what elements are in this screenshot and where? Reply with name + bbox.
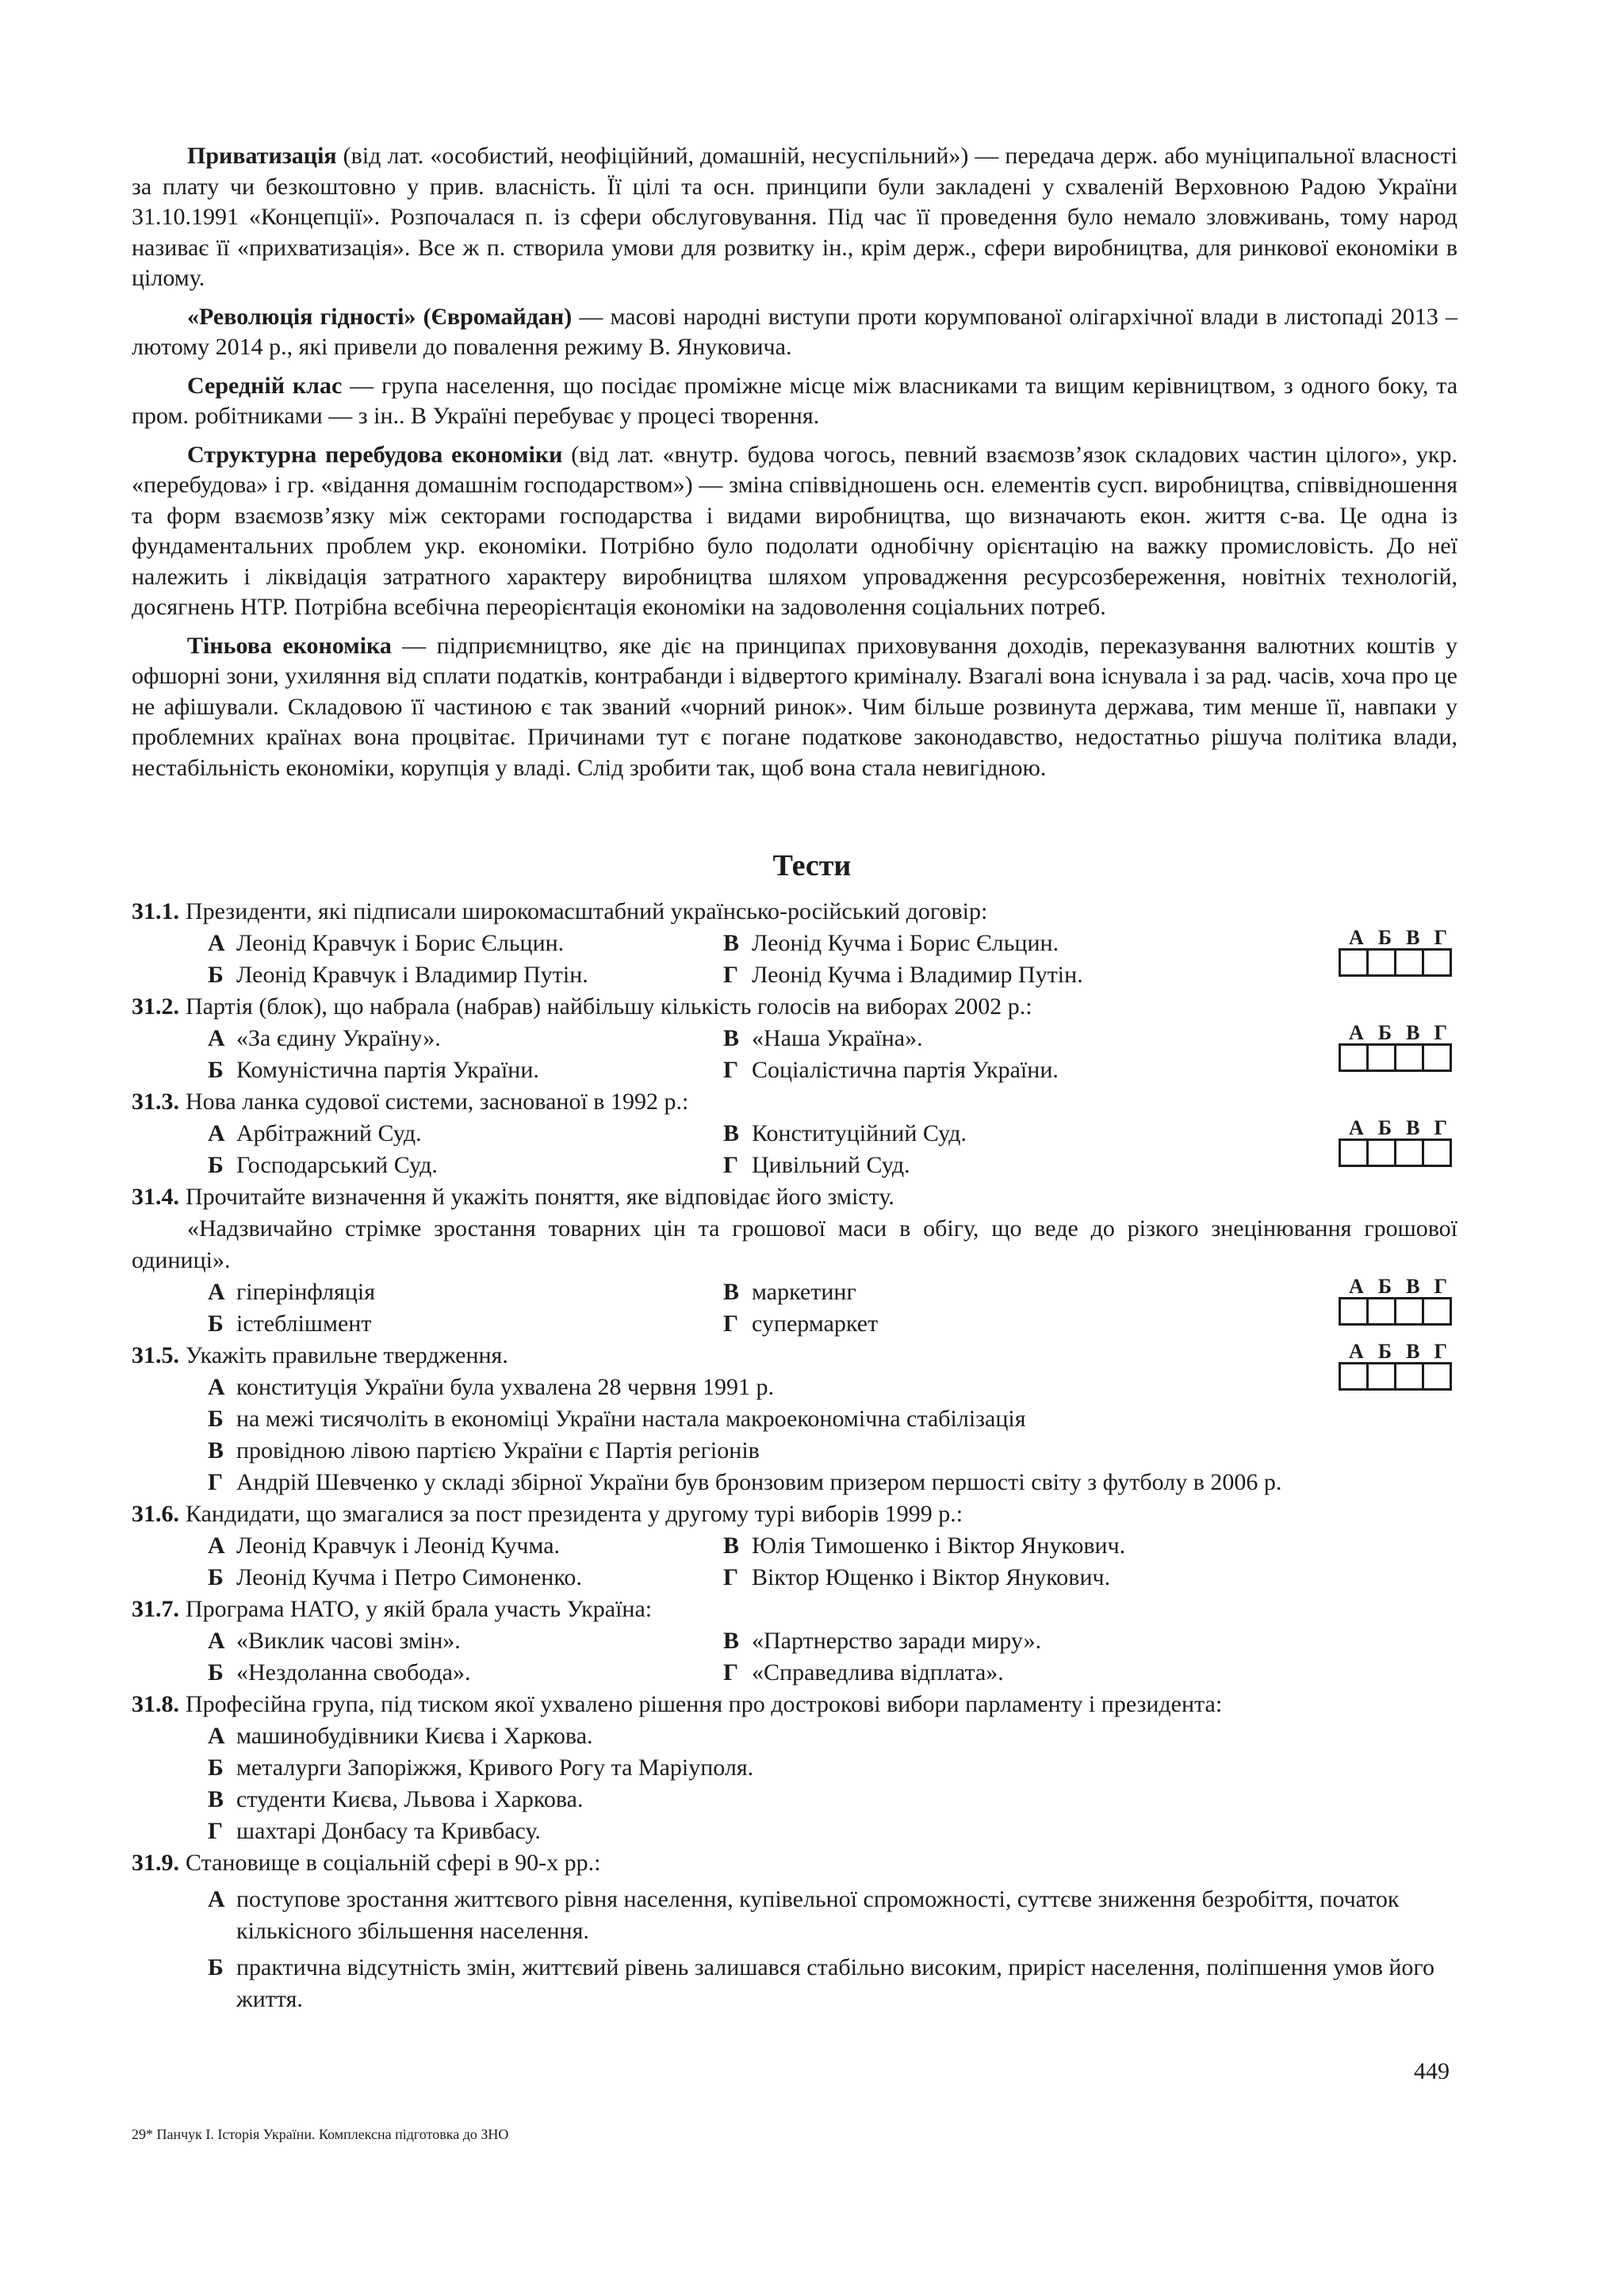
question-text: Професійна група, під тиском якої ухвалено рішення про дострокові вибори парламенту і президента: (186, 1691, 1223, 1717)
question-stem (132, 1340, 1457, 1372)
answer-option (208, 1276, 723, 1308)
answer-checkbox[interactable] (1394, 1362, 1424, 1391)
option-letter: Г (723, 962, 739, 988)
glossary-definition: — масові народні виступи проти корумпованої олігархічної влади в листопаді 2013 – лютому 2014 р., які привели до повалення режиму В. Януковича. (132, 303, 1457, 360)
answer-checkbox[interactable] (1339, 1138, 1369, 1167)
answer-checkbox[interactable] (1366, 1138, 1396, 1167)
option-text: істеблішмент (236, 1311, 372, 1337)
question-number: 31.9. (132, 1850, 179, 1876)
option-text: шахтарі Донбасу та Кривбасу. (236, 1818, 541, 1844)
answer-checkbox[interactable] (1366, 948, 1396, 977)
question (132, 1498, 1457, 1594)
answer-checkbox[interactable] (1422, 1362, 1452, 1391)
answer-option (208, 1372, 1457, 1403)
glossary-entry (132, 141, 1457, 294)
tests-section (132, 896, 1457, 2015)
answer-option (208, 1435, 1457, 1467)
glossary-entry (132, 440, 1457, 623)
option-letter: В (723, 1025, 740, 1051)
option-text: «Нездоланна свобода». (236, 1659, 471, 1686)
answer-option (723, 1023, 1239, 1054)
grid-letter: Г (1434, 1275, 1447, 1298)
question-stem (132, 1594, 1457, 1625)
option-text: «Партнерство заради миру». (752, 1628, 1042, 1654)
option-text: Віктор Ющенко і Віктор Янукович. (752, 1564, 1111, 1590)
answer-checkbox[interactable] (1422, 1297, 1452, 1326)
answer-options (208, 1372, 1457, 1498)
answer-option (208, 1720, 1457, 1752)
answer-option (208, 1752, 1457, 1784)
answer-grid-boxes (1339, 1297, 1457, 1326)
answer-checkbox[interactable] (1422, 1138, 1452, 1167)
option-letter: Г (723, 1659, 739, 1686)
answer-checkbox[interactable] (1394, 948, 1424, 977)
option-text: машинобудівники Києва і Харкова. (236, 1723, 593, 1749)
question-stem (132, 1181, 1457, 1213)
answer-checkbox[interactable] (1394, 1138, 1424, 1167)
grid-letter: Г (1434, 1021, 1447, 1044)
option-letter: В (723, 1279, 740, 1305)
glossary-section (132, 141, 1457, 791)
question-stem (132, 1086, 1457, 1118)
answer-checkbox[interactable] (1394, 1297, 1424, 1326)
question-text: Президенти, які підписали широкомасштабний українсько-російський договір: (186, 898, 988, 924)
option-letter: В (723, 930, 740, 956)
option-letter: А (208, 1374, 225, 1400)
answer-option (208, 1952, 1457, 2015)
glossary-definition: — група населення, що посідає проміжне місце між власниками та вищим керівництвом, з одного боку, та пром. робітниками — з ін.. В Україні перебуває у процесі творення. (132, 372, 1458, 429)
option-letter: В (723, 1120, 740, 1146)
question (132, 1181, 1457, 1340)
option-text: металурги Запоріжжя, Кривого Рогу та Маріуполя. (236, 1755, 754, 1781)
answer-option (208, 928, 723, 959)
question-text: Кандидати, що змагалися за пост президента у другому турі виборів 1999 р.: (186, 1501, 963, 1527)
option-text: Конституційний Суд. (752, 1120, 967, 1146)
answer-grid-boxes (1339, 1043, 1457, 1072)
option-letter: Б (208, 1954, 224, 1980)
option-letter: Б (208, 1406, 224, 1432)
answer-checkbox[interactable] (1394, 1043, 1424, 1072)
grid-letter: Г (1434, 1340, 1447, 1363)
answer-options (208, 1530, 1457, 1594)
answer-option (723, 1118, 1239, 1150)
question-number: 31.7. (132, 1596, 179, 1622)
answer-checkbox[interactable] (1366, 1043, 1396, 1072)
grid-letter: А (1349, 1275, 1364, 1298)
option-letter: Б (208, 1659, 224, 1686)
answer-option (723, 1276, 1239, 1308)
glossary-definition: — підприємництво, яке діє на принципах приховування доходів, переказування валютних коштів у офшорні зони, ухиляння від сплати податків, контрабанди і відвертого криміналу. Взагалі вона існувала і за рад. часів, хоча про це не афішували. Складовою її частиною є так званий «чорний ринок». Чим більше розвинута держава, тим менше її, навпаки у проблемних країнах вона процвітає. Причинами тут є погане податкове законодавство, недостатньо рішуча політика влади, нестабільність економіки, корупція у владі. Слід зробити так, щоб вона стала невигідною. (132, 632, 1457, 781)
option-letter: Б (208, 962, 224, 988)
question (132, 1847, 1457, 2015)
answer-grid-boxes (1339, 1362, 1457, 1391)
question-text: Партія (блок), що набрала (набрав) найбільшу кількість голосів на виборах 2002 р.: (186, 993, 1032, 1020)
option-text: Леонід Кравчук і Борис Єльцин. (236, 930, 565, 956)
grid-letter: Б (1377, 926, 1392, 949)
option-text: студенти Києва, Львова і Харкова. (236, 1786, 584, 1812)
answer-option (208, 959, 723, 991)
grid-letter: А (1349, 1021, 1364, 1044)
answer-option (723, 1054, 1239, 1086)
option-text: Андрій Шевченко у складі збірної України був бронзовим призером першості світу з футболу в 2006 р. (236, 1469, 1282, 1495)
question-text: Прочитайте визначення й укажіть поняття, яке відповідає його змісту. (186, 1184, 894, 1210)
grid-letter: Г (1434, 1116, 1447, 1139)
answer-options (208, 1720, 1457, 1847)
option-text: маркетинг (752, 1279, 856, 1305)
option-letter: Г (723, 1152, 739, 1178)
answer-grid-letters (1339, 1276, 1457, 1297)
option-text: гіперінфляція (236, 1279, 376, 1305)
answer-option (208, 1403, 1457, 1435)
answer-option (723, 1530, 1239, 1562)
answer-grid-letters (1339, 1023, 1457, 1043)
glossary-definition: (від лат. «особистий, неофіційний, домашній, несуспільний») — передача держ. або муніципальної власності за плату чи безкоштовно у прив. власність. Її цілі та осн. принципи були закладені у схваленій Верховною Радою України 31.10.1991 «Концепції». Розпочалася п. із сфери обслуговування. Під час її проведення було немало зловживань, тому народ називає її «прихватизація». Все ж п. створила умови для розвитку ін., крім держ., сфери виробництва, для ринкової економіки в цілому. (132, 143, 1457, 291)
option-letter: Б (208, 1755, 224, 1781)
glossary-term: Приватизація (187, 143, 337, 169)
answer-option (208, 1657, 723, 1689)
answer-option (723, 1150, 1239, 1181)
option-text: Леонід Кучма і Борис Єльцин. (752, 930, 1059, 956)
answer-grid (1339, 928, 1457, 977)
answer-checkbox[interactable] (1339, 1297, 1369, 1326)
grid-letter: А (1349, 1116, 1364, 1139)
answer-checkbox[interactable] (1366, 1362, 1396, 1391)
grid-letter: Б (1377, 1021, 1392, 1044)
question (132, 1594, 1457, 1689)
option-letter: Б (208, 1152, 224, 1178)
glossary-term: Середній клас (187, 372, 343, 399)
answer-option (208, 1562, 723, 1594)
grid-letter: Б (1377, 1275, 1392, 1298)
option-letter: Б (208, 1057, 224, 1083)
grid-letter: В (1406, 926, 1420, 949)
question (132, 991, 1457, 1086)
answer-option (208, 1118, 723, 1150)
grid-letter: В (1406, 1275, 1420, 1298)
answer-checkbox[interactable] (1339, 1362, 1369, 1391)
option-text: Юлія Тимошенко і Віктор Янукович. (752, 1533, 1126, 1559)
option-letter: А (208, 1533, 225, 1559)
option-letter: А (208, 1025, 225, 1051)
question-stem (132, 896, 1457, 928)
question-number: 31.2. (132, 993, 179, 1020)
option-letter: Б (208, 1311, 224, 1337)
answer-options (208, 1023, 1457, 1086)
answer-grid (1339, 1118, 1457, 1167)
option-text: практична відсутність змін, життєвий рівень залишався стабільно високим, приріст населення, поліпшення умов його життя. (236, 1954, 1434, 2012)
answer-option (723, 1308, 1239, 1340)
option-text: провідною лівою партією України є Партія регіонів (236, 1437, 760, 1464)
option-letter: А (208, 930, 225, 956)
question-text: Становище в соціальній сфері в 90-х рр.: (186, 1850, 601, 1876)
answer-option (723, 1562, 1239, 1594)
answer-options (208, 1118, 1457, 1181)
option-letter: Г (723, 1311, 739, 1337)
answer-option (723, 959, 1239, 991)
answer-option (208, 1816, 1457, 1847)
answer-checkbox[interactable] (1339, 948, 1369, 977)
option-letter: Г (208, 1818, 224, 1844)
answer-option (208, 1467, 1457, 1498)
grid-letter: В (1406, 1021, 1420, 1044)
option-letter: Г (723, 1057, 739, 1083)
option-text: Комуністична партія України. (236, 1057, 539, 1083)
option-text: «Наша Україна». (752, 1025, 923, 1051)
answer-grid (1339, 1023, 1457, 1072)
question-stem (132, 1847, 1457, 1879)
option-text: «Справедлива відплата». (752, 1659, 1004, 1686)
option-letter: В (208, 1437, 224, 1464)
question-number: 31.3. (132, 1089, 179, 1115)
answer-option (208, 1023, 723, 1054)
glossary-term: Структурна перебудова економіки (187, 441, 563, 468)
option-letter: В (723, 1628, 740, 1654)
question (132, 1086, 1457, 1181)
option-text: «За єдину Україну». (236, 1025, 441, 1051)
answer-grid-boxes (1339, 1138, 1457, 1167)
footer-note: 29* Панчук І. Історія України. Комплексна підготовка до ЗНО (132, 2126, 509, 2142)
answer-grid-letters (1339, 928, 1457, 948)
answer-options (208, 1884, 1457, 2015)
answer-grid (1339, 1276, 1457, 1326)
tests-heading: Тести (772, 849, 852, 882)
option-letter: А (208, 1723, 225, 1749)
answer-option (208, 1308, 723, 1340)
question-text: Нова ланка судової системи, заснованої в 1992 р.: (186, 1089, 689, 1115)
option-text: Леонід Кучма і Петро Симоненко. (236, 1564, 582, 1590)
question (132, 896, 1457, 991)
answer-option (723, 1625, 1239, 1657)
option-letter: А (208, 1886, 225, 1912)
grid-letter: В (1406, 1340, 1420, 1363)
answer-option (723, 1657, 1239, 1689)
option-text: «Виклик часові змін». (236, 1628, 461, 1654)
grid-letter: Г (1434, 926, 1447, 949)
page-number: 449 (1414, 2058, 1450, 2084)
question-text: Укажіть правильне твердження. (186, 1342, 508, 1368)
question (132, 1689, 1457, 1847)
answer-checkbox[interactable] (1366, 1297, 1396, 1326)
answer-option (208, 1884, 1457, 1947)
option-letter: Б (208, 1564, 224, 1590)
glossary-term: Тіньова економіка (187, 632, 392, 659)
answer-checkbox[interactable] (1422, 1043, 1452, 1072)
option-text: Леонід Кравчук і Владимир Путін. (236, 962, 588, 988)
question (132, 1340, 1457, 1498)
glossary-term: «Революція гідності» (Євромайдан) (187, 303, 573, 330)
option-text: Леонід Кучма і Владимир Путін. (752, 962, 1083, 988)
answer-options (208, 1276, 1457, 1340)
option-letter: Г (208, 1469, 224, 1495)
answer-checkbox[interactable] (1422, 948, 1452, 977)
answer-option (208, 1530, 723, 1562)
question-number: 31.5. (132, 1342, 179, 1368)
option-text: супермаркет (752, 1311, 879, 1337)
grid-letter: Б (1377, 1116, 1392, 1139)
question-text: Програма НАТО, у якій брала участь Україна: (186, 1596, 653, 1622)
question-number: 31.1. (132, 898, 179, 924)
glossary-entry (132, 302, 1457, 363)
answer-options (208, 928, 1457, 991)
answer-grid (1339, 1341, 1457, 1391)
option-text: конституція України була ухвалена 28 червня 1991 р. (236, 1374, 774, 1400)
answer-grid-boxes (1339, 948, 1457, 977)
answer-grid-letters (1339, 1118, 1457, 1138)
answer-option (208, 1625, 723, 1657)
grid-letter: Б (1377, 1340, 1392, 1363)
option-text: Господарський Суд. (236, 1152, 438, 1178)
option-text: поступове зростання життєвого рівня населення, купівельної спроможності, суттєве зниження безробіття, початок кількісного збільшення населення. (236, 1886, 1400, 1944)
question-stem (132, 991, 1457, 1023)
question-stem (132, 1498, 1457, 1530)
question-number: 31.6. (132, 1501, 179, 1527)
answer-grid-letters (1339, 1341, 1457, 1362)
option-letter: В (208, 1786, 224, 1812)
answer-option (208, 1784, 1457, 1816)
question-number: 31.4. (132, 1184, 179, 1210)
question-stem (132, 1689, 1457, 1720)
option-text: Цивільний Суд. (752, 1152, 910, 1178)
glossary-definition: (від лат. «внутр. будова чогось, певний взаємозв’язок складових частин цілого», укр. «перебудова» і гр. «відання домашнім господарством») — зміна співвідношень осн. елементів сусп. виробництва, співвідношення та форм взаємозв’язку між секторами господарства і видами виробництва, що визначають екон. життя с-ва. Це одна із фундаментальних проблем укр. економіки. Потрібно було подолати однобічну орієнтацію на важку промисловість. До неї належить і ліквідація затратного характеру виробництва шляхом упровадження ресурсозбереження, новітніх технологій, досягнень НТР. Потрібна всебічна переорієнтація економіки на задоволення соціальних потреб. (132, 441, 1457, 620)
option-letter: А (208, 1628, 225, 1654)
grid-letter: В (1406, 1116, 1420, 1139)
grid-letter: А (1349, 926, 1364, 949)
option-text: Леонід Кравчук і Леонід Кучма. (236, 1533, 561, 1559)
question-number: 31.8. (132, 1691, 179, 1717)
glossary-entry (132, 631, 1457, 784)
glossary-entry (132, 371, 1457, 432)
option-text: Арбітражний Суд. (236, 1120, 422, 1146)
option-letter: В (723, 1533, 740, 1559)
option-text: Соціалістична партія України. (752, 1057, 1059, 1083)
answer-option (208, 1054, 723, 1086)
option-letter: А (208, 1279, 225, 1305)
answer-checkbox[interactable] (1339, 1043, 1369, 1072)
answer-option (208, 1150, 723, 1181)
option-letter: Г (723, 1564, 739, 1590)
definition-quote: «Надзвичайно стрімке зростання товарних цін та грошової маси в обігу, що веде до різкого знецінювання грошової одиниці». (132, 1215, 1457, 1273)
option-text: на межі тисячоліть в економіці України настала макроекономічна стабілізація (236, 1406, 1026, 1432)
grid-letter: А (1349, 1340, 1364, 1363)
option-letter: А (208, 1120, 225, 1146)
answer-option (723, 928, 1239, 959)
answer-options (208, 1625, 1457, 1689)
